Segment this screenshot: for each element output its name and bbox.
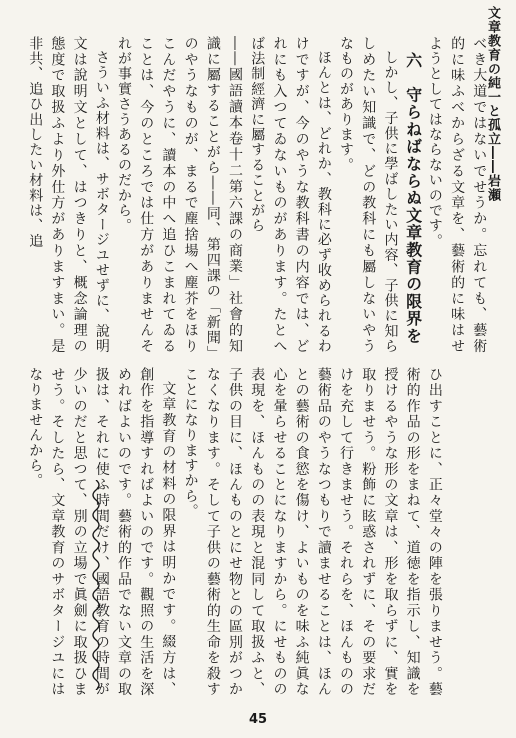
paragraph: さういふ材料は、サボタージユせずに、說明文は說明文として、はつきりと、概念論理の態度で取扱ふより外仕方がありますまい。是非共、追ひ出したい材料は、追 xyxy=(27,36,110,354)
paragraph: ほんとは、どれか、教科に必ず收められるわけですが、今のやうな教科書の内容では、どれにも入つてゐないものがあります。たとへば法制經濟に屬することがら xyxy=(249,36,332,354)
page-number: 45 xyxy=(248,712,268,727)
paragraph: ――國語讀本卷十二第六課の商業」社會的知識に屬することがら――同、第四課の「新聞」のやうなものが、まるで塵捨場へ塵芥をほりこんだやうに、讀本の中へ追ひこまれてゐることは、今のところでは仕方がありませんそれが事實さうあるのだから。 xyxy=(116,36,244,354)
paragraph: 文章教育の材料の限界は明かです。綴方は、創作を指導すればよいのです。觀照の生活を深めればよいのです。藝術的作品でない文章の取扱は、それに使ふ時間だけ、國語教育の時間が少いのだと思つて、別の立場で眞劍に取扱ひませう。そしたら、文章教育のサボタージユにはなりませんから。 xyxy=(27,367,177,697)
section-title: 六 守らねばならぬ文章教育の限界を xyxy=(403,52,423,345)
paragraph: べき大道ではないでせうか。忘れても、藝術的に味ふべからざる文章を、藝術的に味はせようとしてはならないのです。 xyxy=(426,36,488,354)
upper-text-block xyxy=(24,36,488,354)
section-end-wavy-rule xyxy=(86,480,106,690)
running-head: 文章教育の純一と孤立――岩瀬 xyxy=(485,6,500,202)
paragraph: ひ出すことに、正々堂々の陣を張りませう。藝術的作品の形をまねて、道徳を指示し、知識を授けるやうな形の文章は、形を取らずに、實を取りませう。粉飾に眩惑されずに、その要求だけを充して行きませう。それらを、ほんものの藝術品のやうなつもりで讀ませることは、ほんとの藝術の食慾を傷け、よいものを味ふ純眞な心を暈らせることになりますから。にせものの表現を、ほんものの表現と混同して取扱ふと、子供の目に、ほんものとにせ物との區別がつかなくなります。そして子供の藝術的生命を殺すことになりますから。 xyxy=(182,367,443,697)
paragraph: しかし、子供に學ばしたい内容、子供に知らしめたい知識で、どの教科にも屬しないやうなものがあります。 xyxy=(338,36,399,354)
